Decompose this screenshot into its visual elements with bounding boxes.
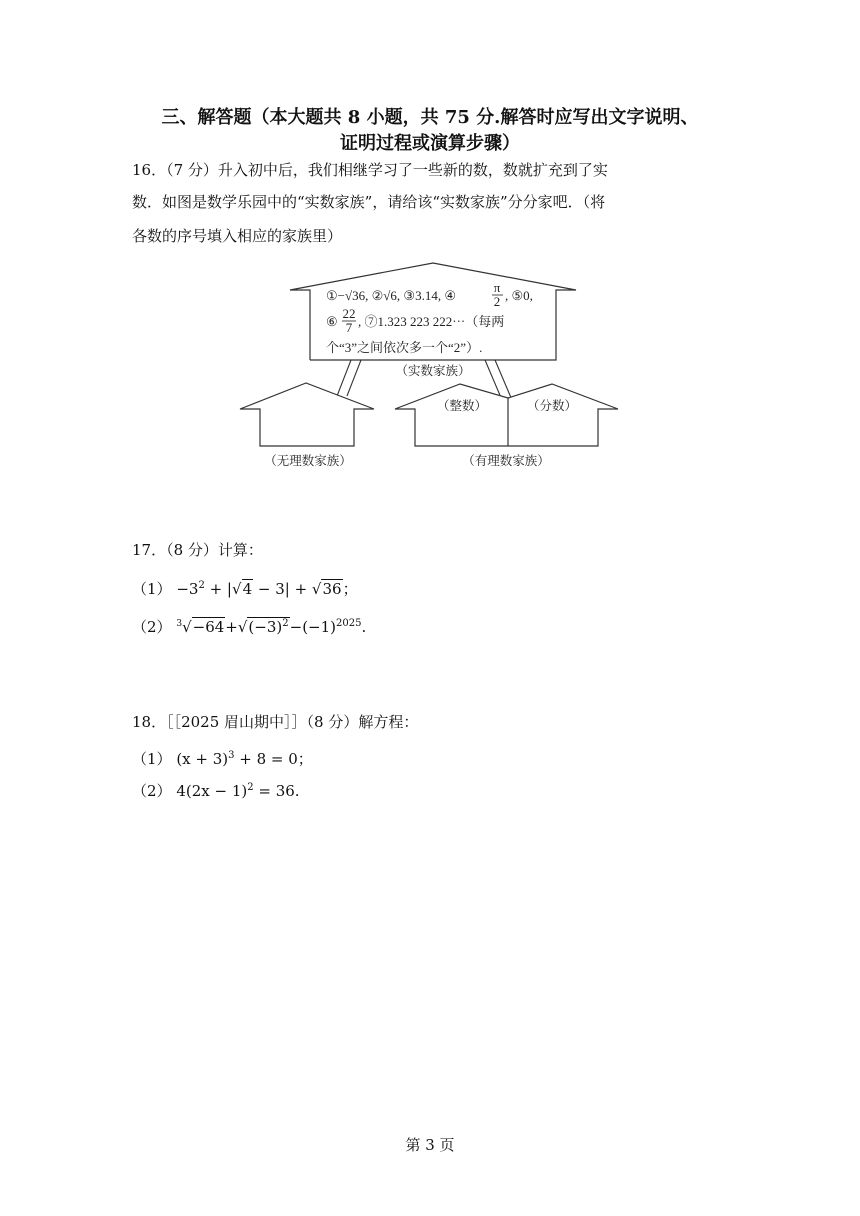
- q17-part1-end: ；: [342, 580, 358, 598]
- q17-part1-term1: −3: [176, 580, 199, 598]
- frac-numerator: 22: [342, 306, 356, 321]
- q17-part2-radicand: −64: [192, 618, 225, 636]
- q17-part2-minus: −(−1): [289, 618, 337, 636]
- rational-family-house: [395, 384, 618, 446]
- q18-part2: [132, 778, 300, 801]
- frac-denominator: 7: [345, 320, 353, 335]
- q18-part1-expr: (x + 3): [176, 750, 229, 768]
- pi-denominator: 2: [493, 294, 501, 309]
- q17-part2-root-index: 3: [176, 619, 183, 629]
- q18-part1-exp: 3: [228, 750, 235, 761]
- section-heading-line1: 三、解答题（本大题共 8 小题，共 75 分.解答时应写出文字说明、: [161, 107, 699, 128]
- real-family-label: （实数家族）: [395, 363, 471, 378]
- q17-part1-exp: 2: [198, 580, 205, 591]
- diagram-numbers-line3: 个“3”之间依次多一个“2”）.: [326, 340, 483, 355]
- pi-numerator: π: [493, 280, 501, 295]
- integers-label: （整数）: [436, 398, 488, 413]
- q18-title: 18．［［2025 眉山期中］］（8 分）解方程：: [132, 713, 419, 731]
- rational-family-label: （有理数家族）: [462, 453, 550, 468]
- q17-part1-sqrt36: 36: [322, 580, 342, 598]
- section-heading: [130, 105, 730, 157]
- diagram-numbers-line2-end: , ⑦1.323 223 222⋯（每两: [358, 314, 505, 329]
- q18-part1: [132, 746, 313, 769]
- q16-line2: 数．如图是数学乐园中的“实数家族”，请给该“实数家族”分分家吧．（将: [132, 193, 606, 211]
- q17-part1-abs-open: + |: [204, 580, 232, 598]
- page-number: 第 3 页: [405, 1136, 455, 1154]
- diagram-numbers-line1: ①−√36, ②√6, ③3.14, ④: [326, 288, 456, 303]
- q18-part2-expr: 4(2x − 1): [176, 782, 248, 800]
- q18-part1-end: + 8 = 0；: [234, 750, 313, 768]
- irrational-family-label: （无理数家族）: [264, 453, 352, 468]
- q18-part2-end: = 36.: [253, 782, 300, 800]
- q18-part2-label: （2）: [132, 782, 172, 800]
- q18-part2-exp: 2: [247, 782, 254, 793]
- irrational-family-house: [240, 383, 374, 446]
- q18-part1-label: （1）: [132, 750, 172, 768]
- real-number-family-diagram: [230, 260, 630, 475]
- fractions-label: （分数）: [526, 398, 578, 413]
- q17-part2: （2） $^3√-64+√(-3)^2-(-1)^{2025}$.: [132, 618, 367, 636]
- q17-title: 17．（8 分）计算：: [132, 541, 263, 559]
- q16-line3: 各数的序号填入相应的家族里）: [132, 227, 343, 245]
- q16-line1: 16．（7 分）升入初中后，我们相继学习了一些新的数，数就扩充到了实: [132, 161, 608, 179]
- q17-part1-label: （1）: [132, 580, 172, 598]
- q17-part2-plus: +: [225, 618, 238, 636]
- diagram-numbers-line2-start: ⑥: [326, 314, 338, 329]
- q17-part1: $(1) -3^2 + |√4 - 3| + √36$；: [132, 580, 358, 598]
- section-heading-line2: 证明过程或演算步骤）: [340, 133, 520, 154]
- q17-part1-sqrt4: 4: [242, 580, 253, 598]
- q17-part2-inner: $(-3)^2$: [248, 618, 289, 636]
- q17-part2-end: .: [361, 618, 367, 636]
- q17-part1-abs-close: − 3| +: [253, 580, 312, 598]
- diagram-numbers-line1-end: , ⑤0,: [505, 288, 533, 303]
- q17-part2-label: （2）: [132, 618, 172, 636]
- q17-part2-exp: 2025: [336, 618, 362, 629]
